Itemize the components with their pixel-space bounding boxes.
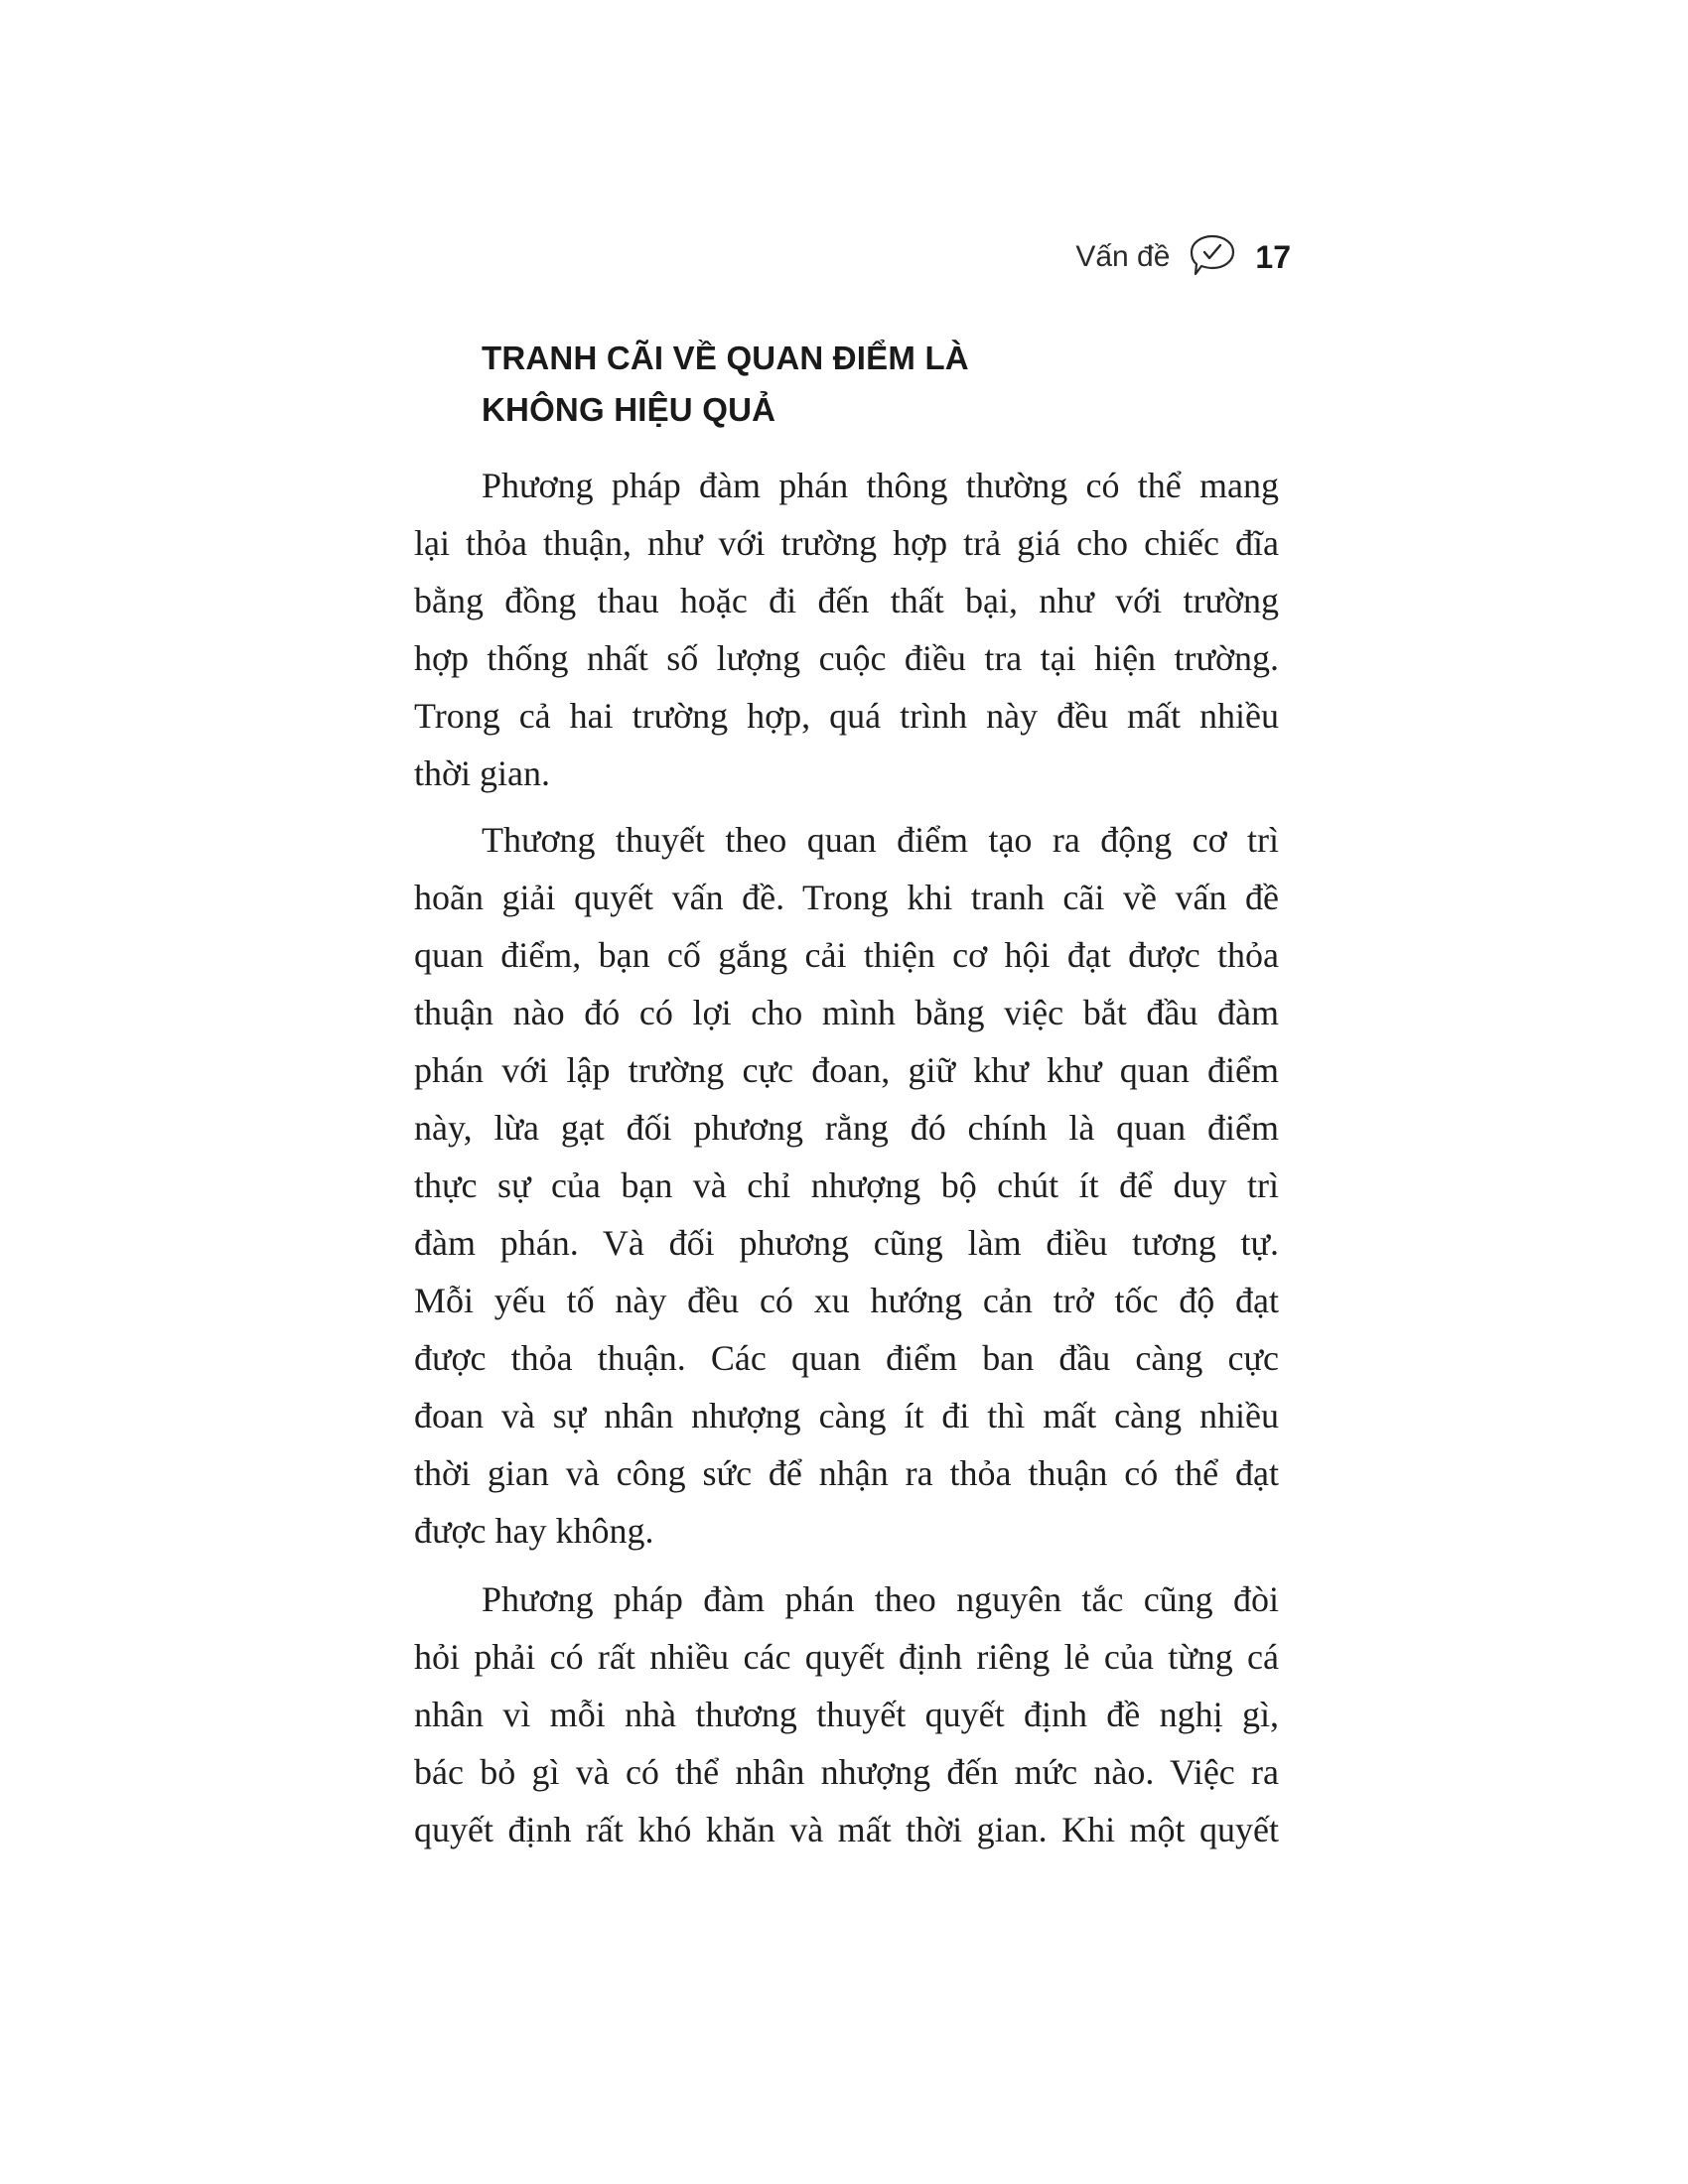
text-line: quyết định rất khó khăn và mất thời gian. Khi một quyết bbox=[414, 1810, 1279, 1849]
page-number: 17 bbox=[1255, 238, 1291, 275]
text-line: thuận nào đó có lợi cho mình bằng việc bắt đầu đàm bbox=[414, 993, 1279, 1032]
section-heading bbox=[482, 333, 969, 436]
text-line: đàm phán. Và đối phương cũng làm điều tương tự. bbox=[414, 1223, 1279, 1263]
text-line: lại thỏa thuận, như với trường hợp trả giá cho chiếc đĩa bbox=[414, 523, 1279, 563]
paragraph-3 bbox=[414, 1570, 1279, 1858]
text-line: phán với lập trường cực đoan, giữ khư khư quan điểm bbox=[414, 1050, 1279, 1090]
text-line: Phương pháp đàm phán theo nguyên tắc cũng đòi bbox=[482, 1579, 1279, 1619]
text-line: bác bỏ gì và có thể nhân nhượng đến mức nào. Việc ra bbox=[414, 1752, 1279, 1792]
text-line: thời gian và công sức để nhận ra thỏa thuận có thể đạt bbox=[414, 1453, 1279, 1493]
text-line: quan điểm, bạn cố gắng cải thiện cơ hội đạt được thỏa bbox=[414, 935, 1279, 975]
text-line: Mỗi yếu tố này đều có xu hướng cản trở tốc độ đạt bbox=[414, 1281, 1279, 1320]
text-line: được thỏa thuận. Các quan điểm ban đầu càng cực bbox=[414, 1338, 1279, 1378]
text-line: đoan và sự nhân nhượng càng ít đi thì mất càng nhiều bbox=[414, 1396, 1279, 1435]
text-line: được hay không. bbox=[414, 1511, 654, 1551]
text-line: hợp thống nhất số lượng cuộc điều tra tại hiện trường. bbox=[414, 638, 1279, 678]
text-line: thời gian. bbox=[414, 753, 551, 793]
text-line: này, lừa gạt đối phương rằng đó chính là quan điểm bbox=[414, 1108, 1279, 1148]
text-line: hoãn giải quyết vấn đề. Trong khi tranh cãi về vấn đề bbox=[414, 878, 1279, 917]
running-header bbox=[1033, 234, 1291, 280]
paragraph-2 bbox=[414, 811, 1279, 1560]
section-title: Vấn đề bbox=[1075, 240, 1171, 273]
text-line: thực sự của bạn và chỉ nhượng bộ chút ít để duy trì bbox=[414, 1165, 1279, 1205]
paragraph-1 bbox=[414, 457, 1279, 802]
text-line: nhân vì mỗi nhà thương thuyết quyết định đề nghị gì, bbox=[414, 1695, 1279, 1734]
heading-line: KHÔNG HIỆU QUẢ bbox=[482, 391, 776, 428]
text-line: Phương pháp đàm phán thông thường có thể mang bbox=[482, 466, 1279, 505]
text-line: Trong cả hai trường hợp, quá trình này đều mất nhiều bbox=[414, 696, 1279, 736]
speech-bubble-check-icon bbox=[1188, 232, 1237, 283]
text-line: hỏi phải có rất nhiều các quyết định riêng lẻ của từng cá bbox=[414, 1637, 1279, 1677]
text-line: Thương thuyết theo quan điểm tạo ra động cơ trì bbox=[482, 820, 1279, 860]
text-line: bằng đồng thau hoặc đi đến thất bại, như với trường bbox=[414, 581, 1279, 620]
heading-line: TRANH CÃI VỀ QUAN ĐIỂM LÀ bbox=[482, 340, 969, 376]
